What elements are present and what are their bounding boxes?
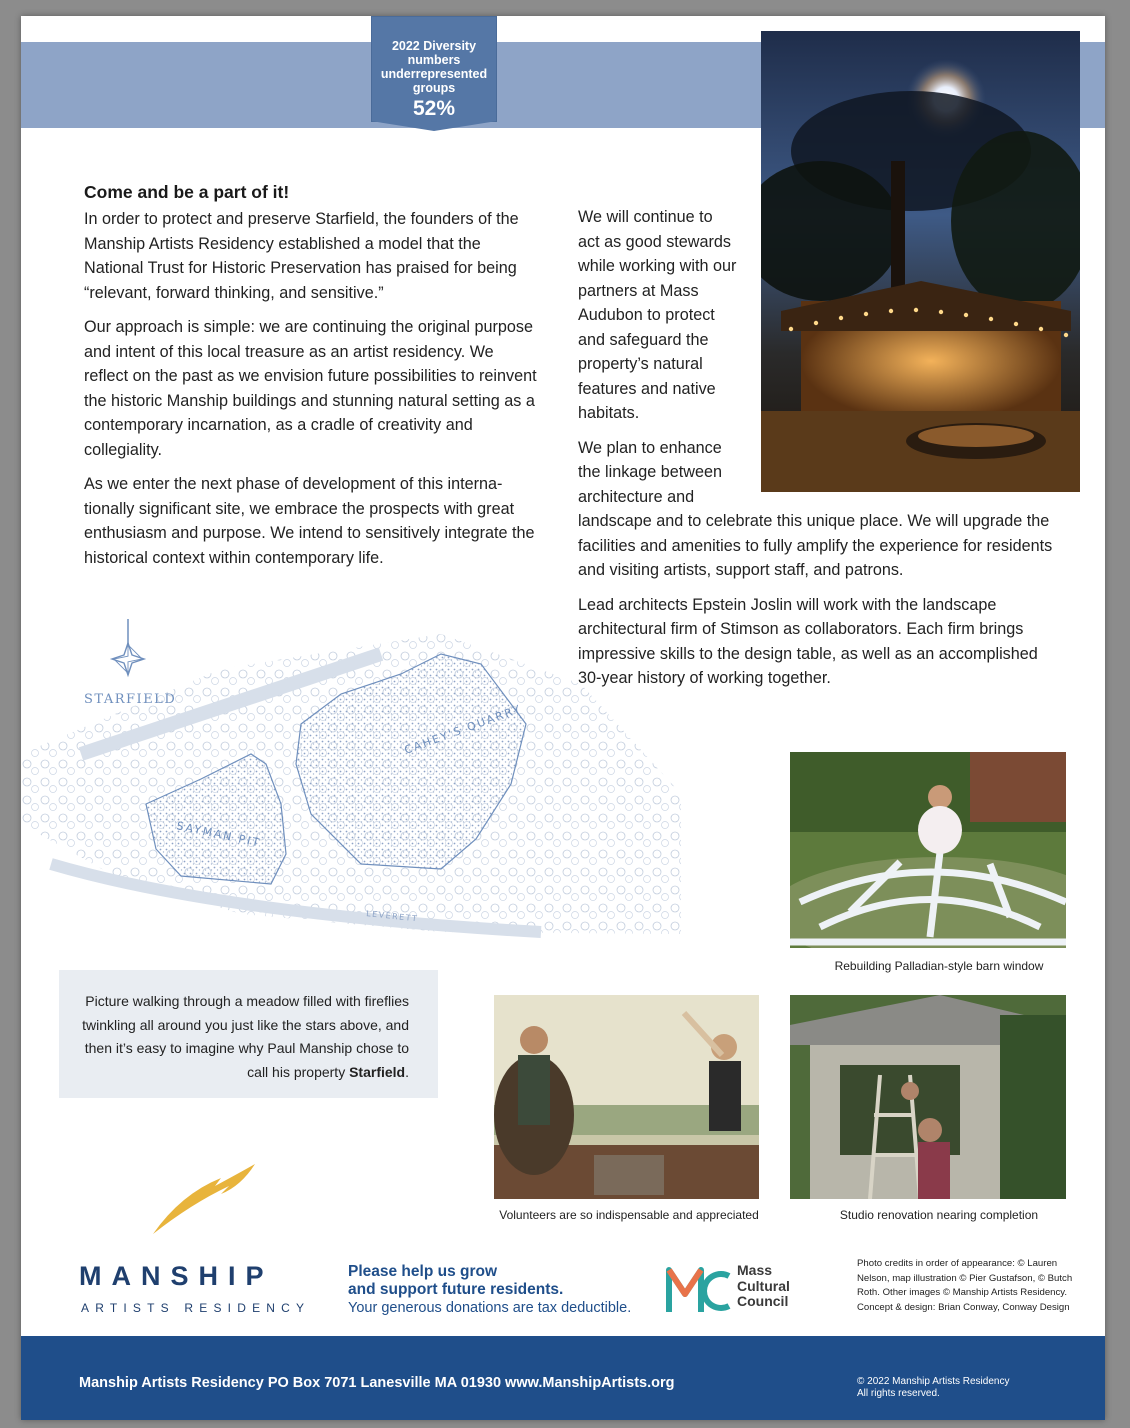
design-credit: Concept & design: Brian Conway, Conway Design	[857, 1301, 1070, 1313]
map-label-pit: SAYMAN PIT	[175, 819, 263, 850]
left-column-text	[84, 207, 540, 580]
manship-logo-subtitle: ARTISTS RESIDENCY	[81, 1301, 311, 1315]
night-pavilion-illustration	[761, 31, 1080, 492]
quote-end: .	[405, 1063, 409, 1080]
night-pavilion-photo	[761, 31, 1080, 492]
footer-copyright-line-2: All rights reserved.	[857, 1388, 940, 1399]
barn-window-illustration	[790, 752, 1066, 948]
map-label-road: LEVERETT	[365, 909, 419, 924]
quote-text	[79, 990, 409, 1084]
footer-address: Manship Artists Residency PO Box 7071 Lanesville MA 01930 www.ManshipArtists.org	[79, 1375, 675, 1391]
section-heading: Come and be a part of it!	[84, 182, 290, 202]
caption-barn-window: Rebuilding Palladian-style barn window	[834, 959, 1044, 973]
mcc-line-1: Mass	[737, 1262, 773, 1278]
studio-photo	[790, 995, 1066, 1199]
starfield-map	[21, 614, 686, 954]
quote-body: Picture walking through a meadow filled with fireflies twinkling all around you just like the stars above, and then it’s easy to imagine why Paul Manship chose to call his property	[82, 993, 409, 1080]
diversity-badge-percent: 52%	[412, 97, 456, 120]
left-paragraph-2: Our approach is simple: we are continuing the original purpose and intent of this local treasure as an artist residency. We reflect on the past as we envision future possibilities to reinvent the historic Manship buildings and stunning natural setting as a contemporary incarnation, as a cradle of creativity and collegiality.	[84, 318, 537, 459]
left-paragraph-3: As we enter the next phase of development of this interna-tionally significant site, we embrace the prospects with great enthusiasm and purpose. We intend to sensitively integrate the historical context within contemporary life.	[84, 475, 535, 567]
diversity-badge	[371, 16, 497, 122]
brochure-page	[21, 16, 1105, 1420]
left-paragraph-1: In order to protect and preserve Starfield, the founders of the Manship Artists Residency established a model that the National Trust for Historic Preservation has praised for being “relevant, forward thinking, and sensitive.”	[84, 210, 519, 302]
quote-bold: Starfield	[349, 1063, 406, 1080]
quote-box	[59, 970, 438, 1098]
photo-credits	[857, 1257, 1089, 1315]
right-paragraph-1: We will continue to act as good stewards while working with our partners at Mass Audubon to protect and safeguard the property’s natural features and native habitats.	[578, 208, 737, 422]
footer-copyright	[857, 1376, 1009, 1400]
studio-illustration	[790, 995, 1066, 1199]
right-paragraph-2-rest: landscape and to celebrate this unique place. We will upgrade the facilities and amenities to fully amplify the experience for residents and visiting artists, support staff, and patrons.	[578, 512, 1053, 579]
mcc-line-3: Council	[737, 1293, 789, 1309]
footer-copyright-line-1: © 2022 Manship Artists Residency	[857, 1376, 1010, 1387]
donation-line-1: Please help us grow	[348, 1263, 498, 1280]
map-title: STARFIELD	[84, 692, 177, 707]
volunteers-illustration	[494, 995, 759, 1199]
volunteers-photo	[494, 995, 759, 1199]
manship-logo-wordmark: MANSHIP	[79, 1261, 274, 1291]
caption-studio: Studio renovation nearing completion	[839, 1208, 1039, 1222]
right-narrow-text	[578, 205, 738, 509]
map-label-quarry: CAHEY'S QUARRY	[402, 702, 524, 757]
mass-cultural-council-logo	[665, 1264, 731, 1314]
right-paragraph-3: Lead architects Epstein Joslin will work with the landscape architectural firm of Stimson as collaborators. Each firm brings impressive skills to the design table, as well as an accomplished 30-year history of working together.	[578, 595, 1038, 687]
diversity-badge-text: 2022 Diversity numbers underrepresented groups	[380, 39, 488, 95]
caption-volunteers: Volunteers are so indispensable and appreciated	[499, 1208, 759, 1222]
donation-line-3: Your generous donations are tax deductible.	[348, 1300, 632, 1316]
photo-credits-text: Photo credits in order of appearance: © Lauren Nelson, map illustration © Pier Gustafson, © Butch Roth. Other images © Manship Artists Residency.	[857, 1258, 1073, 1299]
donation-appeal	[348, 1263, 631, 1317]
donation-line-2: and support future residents.	[348, 1281, 564, 1298]
compass-star-icon	[112, 619, 144, 675]
mcc-line-2: Cultural	[737, 1277, 790, 1294]
barn-window-photo	[790, 752, 1066, 948]
mass-cultural-council-name	[737, 1263, 790, 1310]
right-paragraph-2-start: We plan to enhance the linkage between architecture and	[578, 438, 722, 506]
gold-brushstroke-logo	[151, 1164, 257, 1236]
starfield-map-illustration	[21, 614, 686, 954]
